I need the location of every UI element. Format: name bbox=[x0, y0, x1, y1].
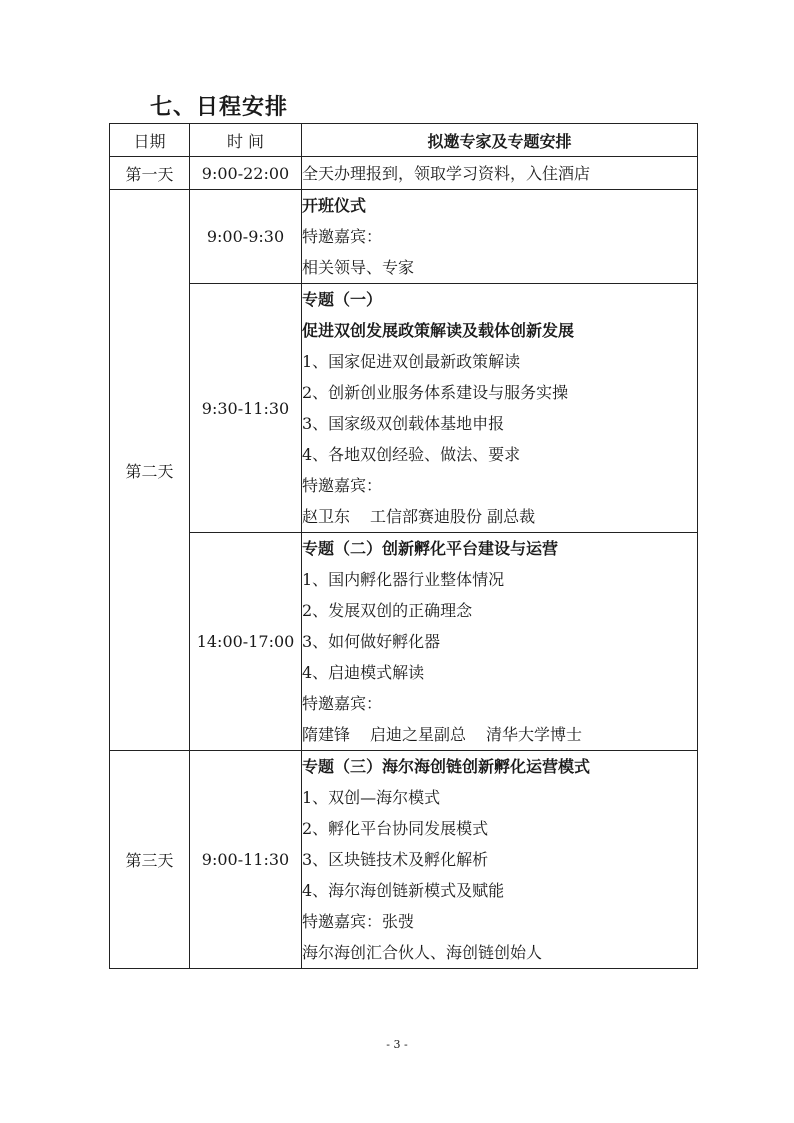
content-cell bbox=[302, 533, 698, 751]
list-item: 2、孵化平台协同发展模式 bbox=[302, 819, 489, 838]
guest-name: 隋建锋 bbox=[302, 725, 351, 744]
list-item: 1、国内孵化器行业整体情况 bbox=[302, 570, 505, 589]
guest-label: 特邀嘉宾： bbox=[302, 476, 383, 495]
time-cell: 9:00-22:00 bbox=[190, 157, 302, 190]
page-number: - 3 - bbox=[386, 1038, 408, 1051]
list-item: 3、如何做好孵化器 bbox=[302, 632, 441, 651]
header-topic: 拟邀专家及专题安排 bbox=[302, 124, 698, 157]
guest-title: 启迪之星副总 bbox=[370, 725, 467, 744]
list-item: 3、国家级双创载体基地申报 bbox=[302, 414, 505, 433]
table-row bbox=[110, 284, 698, 533]
guest-info: 海尔海创汇合伙人、海创链创始人 bbox=[302, 943, 543, 962]
day-cell: 第一天 bbox=[110, 157, 190, 190]
list-item: 3、区块链技术及孵化解析 bbox=[302, 850, 489, 869]
list-item: 4、启迪模式解读 bbox=[302, 663, 425, 682]
time-cell: 9:00-9:30 bbox=[190, 190, 302, 284]
content-cell bbox=[302, 751, 698, 969]
table-row bbox=[110, 533, 698, 751]
guest-info bbox=[302, 501, 697, 532]
table-header-row bbox=[110, 124, 698, 157]
guest-title-2: 清华大学博士 bbox=[486, 725, 583, 744]
session-subtitle: 促进双创发展政策解读及载体创新发展 bbox=[302, 321, 575, 340]
session-title: 专题（三）海尔海创链创新孵化运营模式 bbox=[302, 757, 591, 776]
session-title: 专题（一） bbox=[302, 290, 383, 309]
day-cell: 第二天 bbox=[110, 190, 190, 751]
header-date: 日期 bbox=[110, 124, 190, 157]
time-cell: 9:00-11:30 bbox=[190, 751, 302, 969]
content-cell bbox=[302, 157, 698, 190]
guest-label: 特邀嘉宾：张弢 bbox=[302, 912, 415, 931]
guest-label: 特邀嘉宾： bbox=[302, 694, 383, 713]
table-row bbox=[110, 157, 698, 190]
schedule-table bbox=[109, 123, 698, 969]
guest-info bbox=[302, 719, 697, 750]
session-title: 专题（二）创新孵化平台建设与运营 bbox=[302, 539, 559, 558]
guest-title: 工信部赛迪股份 副总裁 bbox=[370, 507, 536, 526]
guest-name: 赵卫东 bbox=[302, 507, 351, 526]
header-time: 时 间 bbox=[190, 124, 302, 157]
list-item: 1、双创—海尔模式 bbox=[302, 788, 441, 807]
list-item: 2、发展双创的正确理念 bbox=[302, 601, 473, 620]
list-item: 4、海尔海创链新模式及赋能 bbox=[302, 881, 505, 900]
time-cell: 9:30-11:30 bbox=[190, 284, 302, 533]
content-line: 全天办理报到，领取学习资料，入住酒店 bbox=[302, 163, 591, 183]
list-item: 4、各地双创经验、做法、要求 bbox=[302, 445, 521, 464]
content-cell bbox=[302, 190, 698, 284]
time-cell: 14:00-17:00 bbox=[190, 533, 302, 751]
guest-info: 相关领导、专家 bbox=[302, 258, 415, 277]
list-item: 1、国家促进双创最新政策解读 bbox=[302, 352, 521, 371]
section-title: 七、日程安排 bbox=[150, 95, 289, 120]
content-cell bbox=[302, 284, 698, 533]
table-row bbox=[110, 751, 698, 969]
guest-label: 特邀嘉宾： bbox=[302, 227, 383, 246]
list-item: 2、创新创业服务体系建设与服务实操 bbox=[302, 383, 569, 402]
table-row bbox=[110, 190, 698, 284]
day-cell: 第三天 bbox=[110, 751, 190, 969]
session-title: 开班仪式 bbox=[302, 196, 367, 215]
